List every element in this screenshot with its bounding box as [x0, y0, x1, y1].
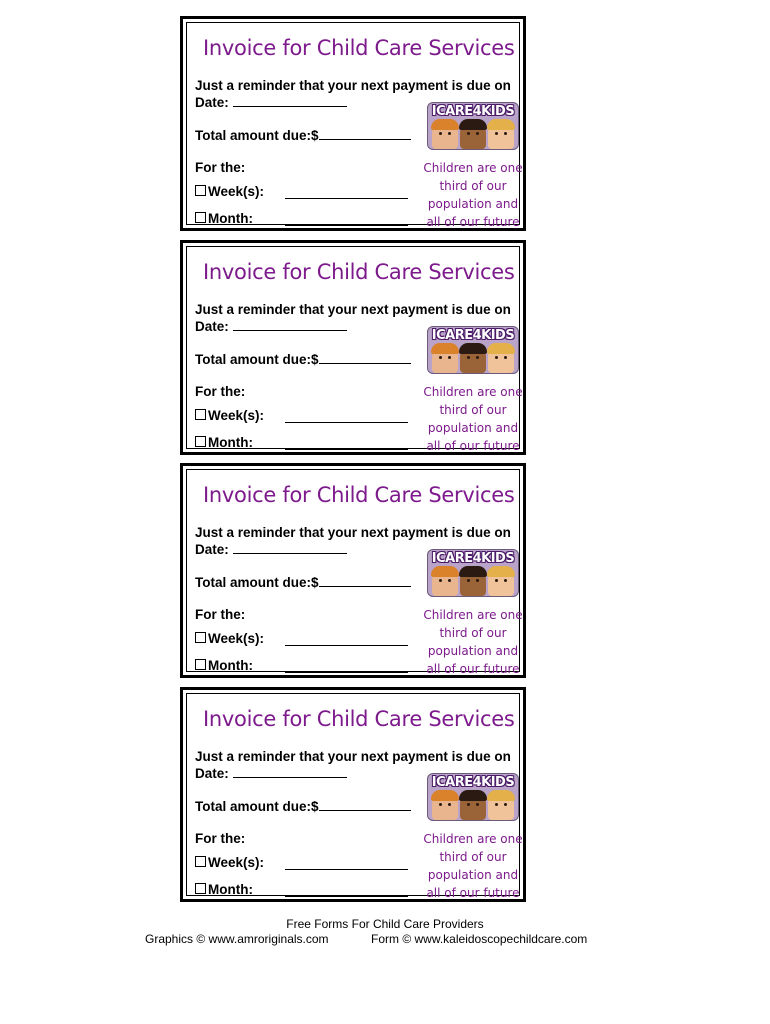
invoice-card [180, 16, 526, 231]
month-label: Month: [208, 882, 253, 897]
invoice-title: Invoice for Child Care Services [203, 707, 515, 731]
total-amount-row [195, 351, 411, 367]
reminder-text: Just a reminder that your next payment is due on Date: [195, 302, 511, 334]
month-blank[interactable] [285, 896, 408, 897]
weeks-row [195, 184, 264, 199]
weeks-label: Week(s): [208, 631, 265, 646]
weeks-checkbox[interactable] [195, 632, 206, 643]
form-credit: Form © www.kaleidoscopechildcare.com [371, 932, 588, 946]
child-face-icon [432, 567, 458, 596]
total-amount-row [195, 127, 411, 143]
total-amount-blank[interactable] [319, 127, 411, 140]
child-face-icon [460, 120, 486, 149]
total-amount-row [195, 798, 411, 814]
total-amount-label: Total amount due:$ [195, 128, 319, 143]
icare4kids-logo [427, 773, 519, 821]
month-blank[interactable] [285, 449, 408, 450]
month-label: Month: [208, 658, 253, 673]
child-face-icon [432, 344, 458, 373]
weeks-row [195, 631, 264, 646]
weeks-row [195, 855, 264, 870]
logo-text: ICARE4KIDS [431, 104, 515, 119]
date-blank[interactable] [233, 541, 347, 554]
total-amount-row [195, 574, 411, 590]
month-blank[interactable] [285, 672, 408, 673]
tagline: Children are one third of our population and all of our future [423, 832, 523, 900]
invoice-card-inner [186, 693, 523, 900]
weeks-label: Week(s): [208, 408, 265, 423]
month-row [195, 882, 253, 897]
child-face-icon [488, 791, 514, 820]
for-the-label: For the: [195, 384, 246, 399]
month-label: Month: [208, 211, 253, 226]
month-checkbox[interactable] [195, 212, 206, 223]
month-checkbox[interactable] [195, 883, 206, 894]
weeks-label: Week(s): [208, 855, 265, 870]
for-the-label: For the: [195, 607, 246, 622]
invoice-card [180, 463, 526, 678]
icare4kids-logo [427, 549, 519, 597]
tagline: Children are one third of our population and all of our future [423, 161, 523, 229]
logo-text: ICARE4KIDS [431, 551, 515, 566]
date-blank[interactable] [233, 94, 347, 107]
weeks-checkbox[interactable] [195, 409, 206, 420]
weeks-label: Week(s): [208, 184, 265, 199]
for-the-label: For the: [195, 160, 246, 175]
child-face-icon [488, 344, 514, 373]
child-face-icon [432, 791, 458, 820]
tagline: Children are one third of our population and all of our future [423, 385, 523, 453]
weeks-blank[interactable] [285, 645, 408, 646]
reminder-text: Just a reminder that your next payment is due on Date: [195, 525, 511, 557]
total-amount-label: Total amount due:$ [195, 352, 319, 367]
total-amount-label: Total amount due:$ [195, 575, 319, 590]
date-blank[interactable] [233, 765, 347, 778]
footer-title: Free Forms For Child Care Providers [286, 917, 484, 931]
invoice-card [180, 687, 526, 902]
weeks-blank[interactable] [285, 198, 408, 199]
invoice-card [180, 240, 526, 455]
month-checkbox[interactable] [195, 436, 206, 447]
weeks-blank[interactable] [285, 869, 408, 870]
invoice-title: Invoice for Child Care Services [203, 260, 515, 284]
for-the-label: For the: [195, 831, 246, 846]
logo-text: ICARE4KIDS [431, 775, 515, 790]
child-face-icon [488, 120, 514, 149]
total-amount-blank[interactable] [319, 574, 411, 587]
invoice-card-inner [186, 246, 523, 453]
month-checkbox[interactable] [195, 659, 206, 670]
month-label: Month: [208, 435, 253, 450]
weeks-checkbox[interactable] [195, 185, 206, 196]
graphics-credit: Graphics © www.amroriginals.com [145, 932, 329, 946]
reminder-text: Just a reminder that your next payment is due on Date: [195, 78, 511, 110]
icare4kids-logo [427, 326, 519, 374]
month-blank[interactable] [285, 225, 408, 226]
invoice-card-inner [186, 469, 523, 676]
logo-text: ICARE4KIDS [431, 328, 515, 343]
child-face-icon [460, 791, 486, 820]
tagline: Children are one third of our population and all of our future [423, 608, 523, 676]
icare4kids-logo [427, 102, 519, 150]
total-amount-blank[interactable] [319, 798, 411, 811]
child-face-icon [432, 120, 458, 149]
child-face-icon [460, 344, 486, 373]
total-amount-label: Total amount due:$ [195, 799, 319, 814]
invoice-title: Invoice for Child Care Services [203, 483, 515, 507]
child-face-icon [488, 567, 514, 596]
invoice-title: Invoice for Child Care Services [203, 36, 515, 60]
total-amount-blank[interactable] [319, 351, 411, 364]
child-face-icon [460, 567, 486, 596]
weeks-row [195, 408, 264, 423]
weeks-checkbox[interactable] [195, 856, 206, 867]
weeks-blank[interactable] [285, 422, 408, 423]
date-blank[interactable] [233, 318, 347, 331]
reminder-text: Just a reminder that your next payment is due on Date: [195, 749, 511, 781]
month-row [195, 435, 253, 450]
invoice-card-inner [186, 22, 523, 229]
month-row [195, 211, 253, 226]
month-row [195, 658, 253, 673]
